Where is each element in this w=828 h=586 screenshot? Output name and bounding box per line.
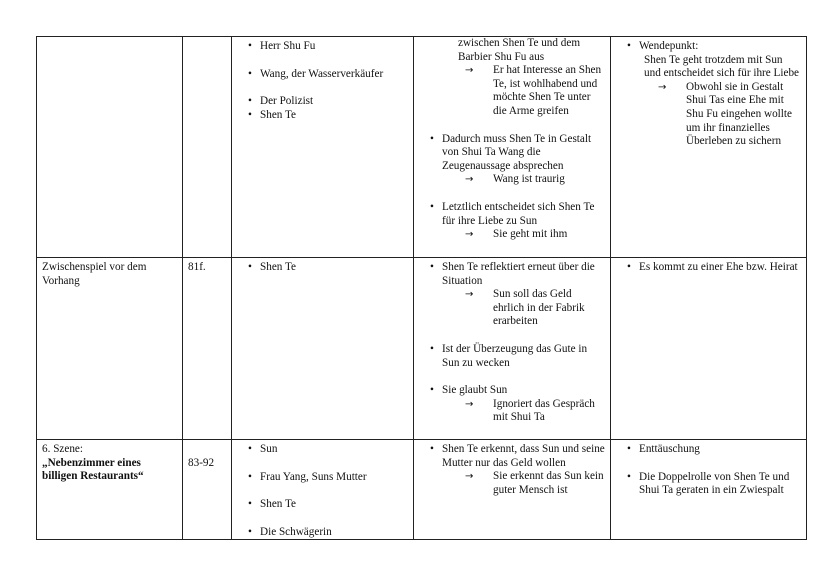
bullet-icon: •	[627, 40, 631, 52]
list-item: • Sun	[237, 440, 408, 457]
bullet-icon: •	[430, 261, 434, 273]
characters-cell	[232, 258, 414, 440]
arrow-right-icon: →	[465, 471, 474, 483]
list-item: • Wendepunkt:	[616, 37, 801, 54]
bullet-icon: •	[248, 498, 252, 511]
arrow-right-icon: →	[658, 81, 667, 93]
list-item: • Shen Te	[237, 498, 408, 512]
arrow-item: → Ignoriert das Gespräch mit Shui Ta	[465, 397, 595, 424]
content-cell	[414, 258, 611, 440]
bullet-icon: •	[430, 384, 434, 397]
arrow-right-icon: →	[465, 398, 474, 410]
arrow-right-icon: →	[465, 174, 474, 186]
bullet-icon: •	[248, 525, 252, 538]
arrow-item: → Sie erkennt das Sun kein guter Mensch ist	[465, 470, 604, 496]
list-item: • Die Doppelrolle von Shen Te und Shui Ta geraten in ein Zwiespalt	[616, 471, 801, 498]
bullet-icon: •	[248, 67, 252, 80]
bullet-icon: •	[430, 132, 434, 145]
arrow-item: → Obwohl sie in Gestalt Shui Tas eine Ehe mit Shu Fu eingehen wollte um ihr finanzielles Überleben zu sichern	[658, 80, 792, 148]
list-item: • Es kommt zu einer Ehe bzw. Heirat	[616, 258, 801, 275]
list-item: • Shen Te erkennt, dass Sun und seine Mutter nur das Geld wollen	[419, 440, 605, 470]
list-item: • Shen Te	[237, 109, 408, 123]
bullet-icon: •	[248, 108, 252, 121]
list-item: • Letztlich entscheidet sich Shen Te für ihre Liebe zu Sun	[419, 201, 605, 228]
list-item: • Dadurch muss Shen Te in Gestalt von Shui Ta Wang die Zeugenaussage absprechen	[419, 133, 605, 174]
list-item: • Frau Yang, Suns Mutter	[237, 471, 408, 485]
arrow-item: → Wang ist traurig	[465, 173, 565, 186]
arrow-item: → Sun soll das Geld ehrlich in der Fabrik erarbeiten	[465, 288, 585, 328]
bullet-icon: •	[248, 40, 252, 52]
list-item: • Herr Shu Fu	[237, 37, 408, 54]
notes-cell	[611, 440, 807, 540]
list-item: • Ist der Überzeugung das Gute in Sun zu wecken	[419, 343, 605, 370]
content-cell	[414, 440, 611, 540]
characters-cell	[232, 37, 414, 258]
content-cell	[414, 37, 611, 258]
characters-cell	[232, 440, 414, 540]
table-row	[37, 440, 807, 540]
list-item: • Shen Te reflektiert erneut über die Situation	[419, 258, 605, 288]
pages-cell: 81f.	[183, 258, 232, 440]
bullet-icon: •	[248, 95, 252, 108]
arrow-item: → Er hat Interesse an Shen Te, ist wohlhabend und möchte Shen Te unter die Arme greifen	[465, 64, 602, 117]
pages-cell: 83-92	[183, 440, 232, 540]
bullet-icon: •	[248, 443, 252, 455]
bullet-icon: •	[430, 443, 434, 455]
pages-cell	[183, 37, 232, 258]
bullet-icon: •	[248, 261, 252, 273]
list-item: • Enttäuschung	[616, 440, 801, 457]
notes-cell	[611, 258, 807, 440]
chapter-cell: Zwischenspiel vor dem Vorhang	[37, 258, 183, 440]
chapter-cell: 6. Szene: „Nebenzimmer eines billigen Restaurants“	[37, 440, 183, 540]
content-lead: zwischen Shen Te und dem Barbier Shu Fu aus	[458, 37, 581, 63]
bullet-icon: •	[430, 342, 434, 355]
list-item: • Sie glaubt Sun	[419, 384, 605, 398]
arrow-right-icon: →	[465, 65, 474, 77]
arrow-item: → Sie geht mit ihm	[465, 228, 568, 241]
bullet-icon: •	[627, 470, 631, 483]
bullet-icon: •	[430, 200, 434, 213]
bullet-icon: •	[627, 443, 631, 455]
arrow-right-icon: →	[465, 289, 474, 301]
scene-table	[36, 36, 807, 540]
table-row	[37, 258, 807, 440]
notes-cell: • Wendepunkt: Shen Te geht trotzdem mit Sun und entscheidet sich für ihre Liebe → Obwohl sie in Gestalt Shui Tas eine Ehe mit Shu Fu eingehen wollte um ihr finanzielles Überleben zu sichern	[611, 37, 807, 258]
list-item: • Wang, der Wasserverkäufer	[237, 68, 408, 82]
arrow-right-icon: →	[465, 229, 474, 241]
list-item: • Der Polizist	[237, 95, 408, 109]
list-item: • Shen Te	[237, 258, 408, 275]
list-item: • Die Schwägerin	[237, 526, 408, 540]
bullet-icon: •	[248, 470, 252, 483]
bullet-icon: •	[627, 261, 631, 273]
table-row	[37, 37, 807, 258]
chapter-cell	[37, 37, 183, 258]
